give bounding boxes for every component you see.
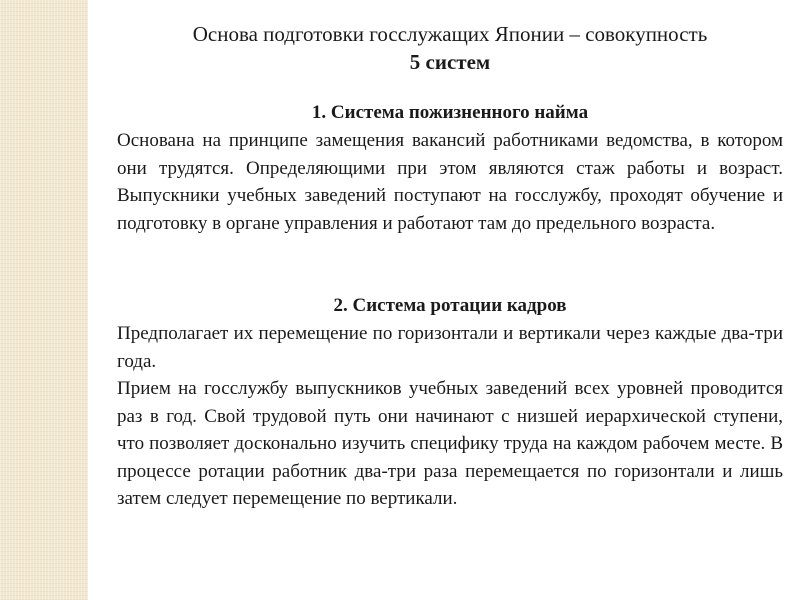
section-2-paragraph-1: Предполагает их перемещение по горизонтали и вертикали через каждые два-три года. (117, 323, 783, 372)
section-2-heading: 2. Система ротации кадров (333, 295, 567, 316)
slide-title: Основа подготовки госслужащих Японии – совокупность (192, 22, 708, 46)
section-2-paragraph-2: Прием на госслужбу выпускников учебных заведений всех уровней проводится раз в год. Свой трудовой путь они начинают с низшей иерархической ступени, что позволяет досконально изучить специфику труда на каждом рабочем месте. В процессе ротации работник два-три раза перемещается по горизонтали и лишь затем следует перемещение по вертикали. (117, 378, 783, 509)
section-1-paragraph-1: Основана на принципе замещения вакансий работниками ведомства, в котором они трудятся. Определяющими при этом являются стаж работы и возраст. Выпускники учебных заведений поступают на госслужбу, проходят обучение и подготовку в органе управления и работают там до предельного возраста. (117, 130, 783, 234)
slide-content (117, 20, 783, 513)
decorative-side-stripe (0, 0, 88, 600)
section-1-heading: 1. Система пожизненного найма (311, 102, 589, 123)
slide-subtitle: 5 систем (409, 50, 491, 74)
